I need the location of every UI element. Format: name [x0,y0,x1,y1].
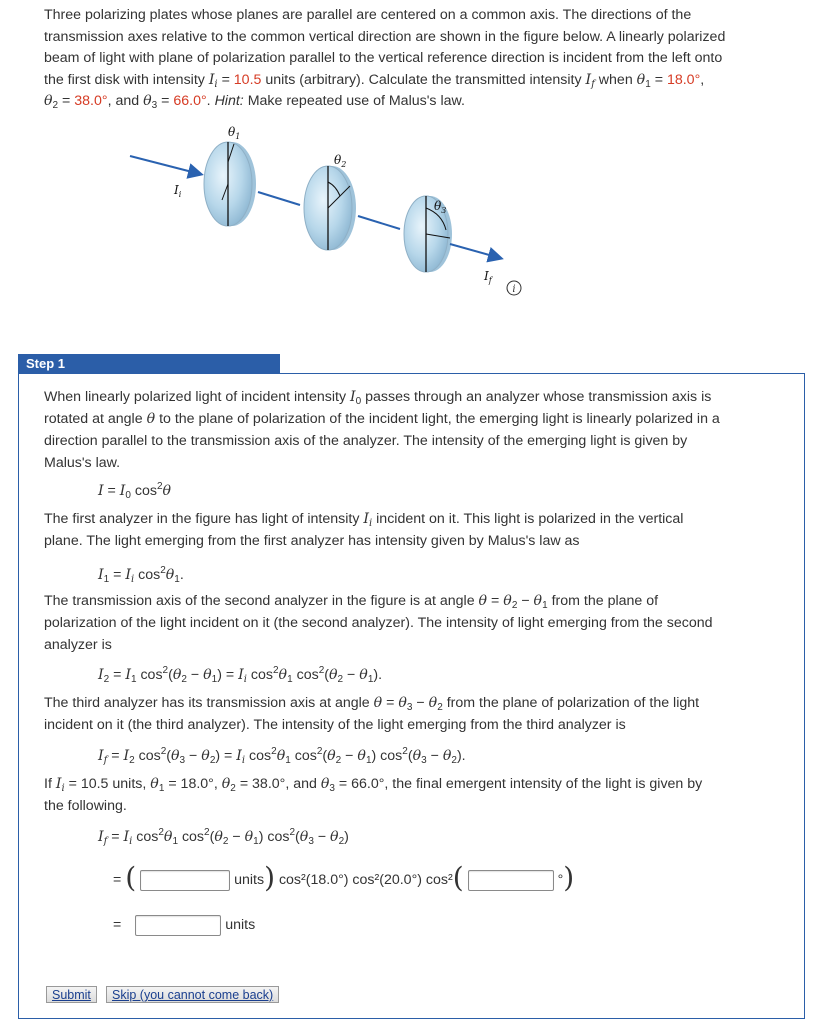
problem-line-3: beam of light with plane of polarization parallel to the vertical reference direction is incident from the left onto [44,50,723,66]
skip-button[interactable]: Skip (you cannot come back) [106,986,279,1003]
label-Ii: $I_i$ [174,183,182,199]
theta2-given: 38.0° [74,93,108,109]
equation-If: $I_f = I_2$ $\cos^2(\theta_3 - \theta_2) = I_i$ $\cos^2\theta_1$ $\cos^2(\theta_2 - \theta_1) \cos^2(\theta_3 - \theta_2)$. [98,746,466,766]
polarizer-disk-2 [304,166,356,250]
svg-text:i: i [512,284,516,295]
beam-segment-2 [358,216,400,229]
theta1-given: 18.0° [666,71,701,88]
label-theta2: $\theta_2$ [334,153,347,169]
info-icon [507,281,521,295]
result-units-label: units [225,917,256,933]
label-theta1: $\theta_1$ [228,125,241,141]
cos-terms: cos²(18.0°) cos²(20.0°) cos² [278,872,453,888]
problem-line-1: Three polarizing plates whose planes are parallel are centered on a common axis. The directions of the [44,7,692,23]
intensity-input[interactable] [140,870,230,891]
polarizer-disk-1 [204,142,256,226]
label-theta3: $\theta_3$ [434,199,447,215]
step-paragraph-5: If $I_i = 10.5$ units, $\theta_1 = 18.0^\circ$, $\theta_2 = 38.0^\circ$, and $\theta_3 = 66.0^\circ$, the final emergent intensity of the light is given by the following. [44,776,703,814]
step-paragraph-3: The transmission axis of the second analyzer in the figure is at angle $\theta = \theta_2 - \theta_1$ from the plane of polarization of the light incident on it (the second analyzer). The intensity of light emerging from the second analyzer is [44,593,713,653]
incident-beam [130,156,200,174]
submit-button[interactable]: Submit [46,986,97,1003]
step-paragraph-2: The first analyzer in the figure has light of intensity $I_i$ incident on it. This light is polarized in the vertical plane. The light emerging from the first analyzer has intensity given by Malus's law as [44,511,684,549]
transmitted-beam [450,244,500,258]
angle-input[interactable] [468,870,554,891]
result-input[interactable] [135,915,221,936]
problem-line-2: transmission axes relative to the common vertical direction are shown in the figure below. A linearly polarized [44,28,726,45]
label-If: $I_f$ [484,269,492,285]
problem-statement [44,5,804,113]
hint-text: Make repeated use of Malus's law. [247,93,465,109]
substitution-row: = ( units) cos²(18.0°) cos²(20.0°) cos²( °) [113,861,575,895]
problem-line-5: $\theta_2 = 38.0^\circ$, and $\theta_3 = 66.0^\circ$. Hint: Make repeated use of Malus's law. [44,93,465,111]
equation-I1: $I_1 = I_i$ $\cos^2\theta_1$. [98,565,184,585]
step-header: Step 1 [18,354,280,374]
units-label: units [234,872,265,888]
equation-If-general: $I_f = I_i$ $\cos^2\theta_1$ $\cos^2(\theta_2 - \theta_1) \cos^2(\theta_3 - \theta_2)$ [98,827,349,847]
result-row: = units [113,914,255,936]
polarizer-figure [128,122,548,302]
degree-label: ° [557,872,564,888]
step-paragraph-1: When linearly polarized light of incident intensity $I_0$ passes through an analyzer whose transmission axis is rotated at angle θ to the plane of polarization of the incident light, the emerging light is linearly polarized in a direction parallel to the transmission axis of the analyzer. The intensity of the emerging light is given by Malus's law. [44,389,720,471]
problem-line-4: the first disk with intensity $I_i = 10.5$ units (arbitrary). Calculate the transmitted intensity $I_f$ when $\theta_1 = 18.0^\circ$, [44,71,705,90]
theta3-given: 66.0° [173,93,207,109]
equation-I2: $I_2 = I_1$ $\cos^2(\theta_2 - \theta_1) = I_i$ $\cos^2\theta_1$ $\cos^2(\theta_2 - \theta_1)$. [98,665,383,685]
hint-label: Hint: [214,93,244,109]
intensity-given: 10.5 [233,71,262,88]
beam-segment-1 [258,192,300,205]
step-paragraph-4: The third analyzer has its transmission axis at angle $\theta = \theta_3 - \theta_2$ from the plane of polarization of the light incident on it (the third analyzer). The intensity of the light emerging from the third analyzer is [44,695,700,733]
malus-law-equation: $I = I_0$ $\cos^2\theta$ [98,481,172,501]
